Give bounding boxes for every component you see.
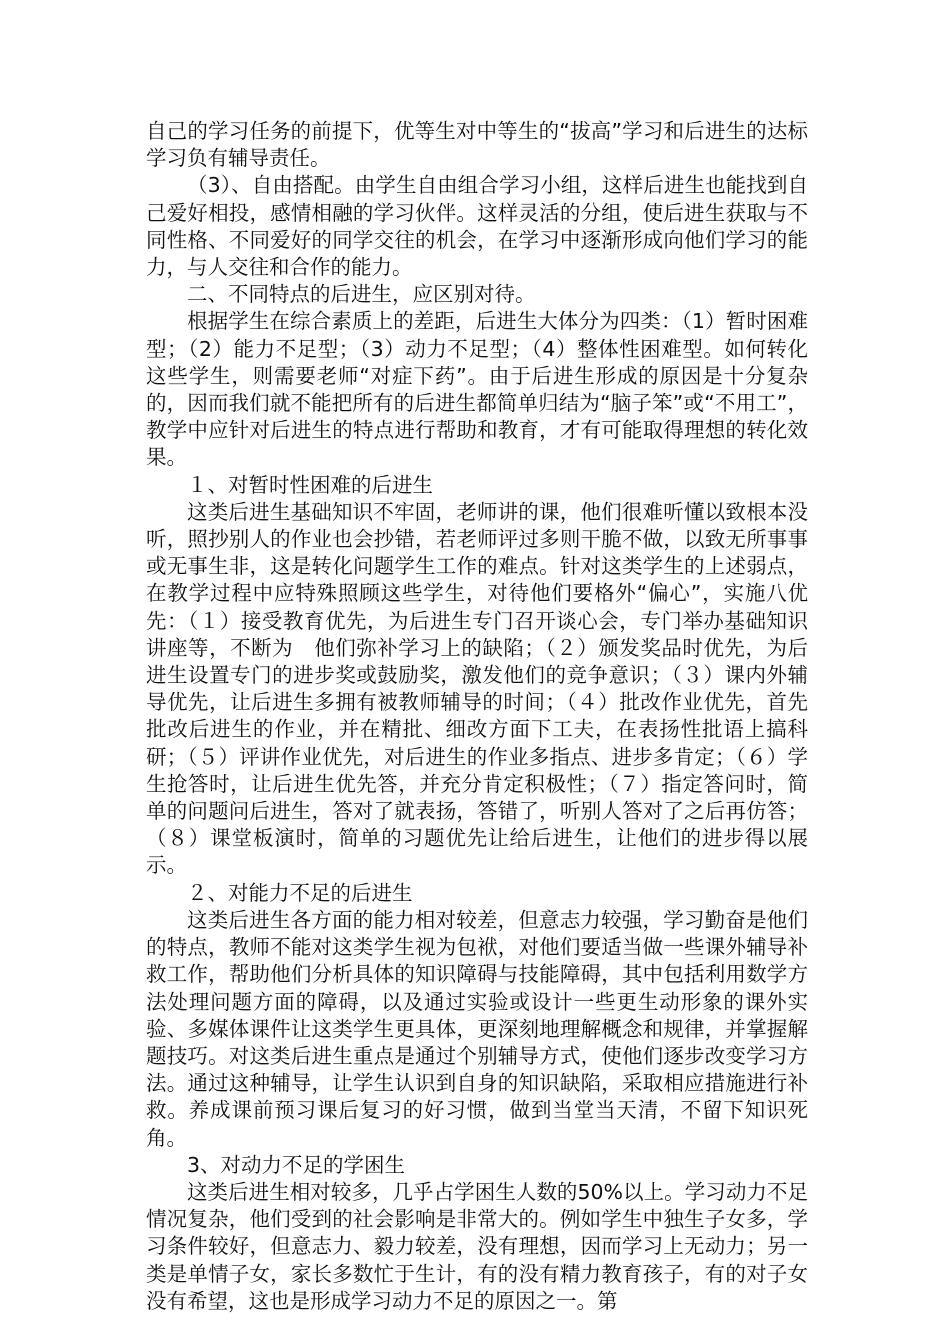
paragraph-eight-priorities: 这类后进生基础知识不牢固，老师讲的课，他们很难听懂以致根本没听，照抄别人的作业也会抄错，若老师评过多则干脆不做，以致无所事事或无事生非，这是转化问题学生工作的难点。针对这类学生的上述弱点，在教学过程中应特殊照顾这些学生，对待他们要格外“偏心”，实施八优先：（１）接受教育优先，为后进生专门召开谈心会，专门举办基础知识讲座等，不断为 他们弥补学习上的缺陷；（２）颁发奖品时优先，为后进生设置专门的进步奖或鼓励奖，激发他们的竞争意识；（３）课内外辅导优先，让后进生多拥有被教师辅导的时间；（４）批改作业优先，首先批改后进生的作业，并在精批、细改方面下工夫，在表扬性批语上搞科研；（５）评讲作业优先，对后进生的作业多指点、进步多肯定；（６）学生抢答时，让后进生优先答，并充分肯定积极性；（７）指定答问时，简单的问题问后进生，答对了就表扬，答错了，听别人答对了之后再仿答；（８）课堂板演时，简单的习题优先让给后进生，让他们的进步得以展示。 <box>146 499 808 878</box>
document-body <box>146 118 808 1315</box>
subheading-insufficient-ability: ２、对能力不足的后进生 <box>187 880 413 905</box>
paragraph-four-types: 根据学生在综合素质上的差距，后进生大体分为四类：（1）暂时困难型；（2）能力不足型；（3）动力不足型；（4）整体性困难型。如何转化这些学生，则需要老师“对症下药”。由于后进生形成的原因是十分复杂的，因而我们就不能把所有的后进生都简单归结为“脑子笨”或“不用工”，教学中应针对后进生的特点进行帮助和教育，才有可能取得理想的转化效果。 <box>146 309 808 470</box>
section-heading-2: 二、不同特点的后进生，应区别对待。 <box>187 282 536 307</box>
paragraph-ability-support: 这类后进生各方面的能力相对较差，但意志力较强，学习勤奋是他们的特点，教师不能对这类学生视为包袱，对他们要适当做一些课外辅导补救工作，帮助他们分析具体的知识障碍与技能障碍，其中包括利用数学方法处理问题方面的障碍，以及通过实验或设计一些更生动形象的课外实验、多媒体课件让这类学生更具体，更深刻地理解概念和规律，并掌握解题技巧。对这类后进生重点是通过个别辅导方式，使他们逐步改变学习方法。通过这种辅导，让学生认识到自身的知识缺陷，采取相应措施进行补救。养成课前预习课后复习的好习惯，做到当堂当天清，不留下知识死角。 <box>146 907 808 1150</box>
paragraph-free-grouping: （3）、自由搭配。由学生自由组合学习小组，这样后进生也能找到自己爱好相投，感情相融的学习伙伴。这样灵活的分组，使后进生获取与不同性格、不同爱好的同学交往的机会，在学习中逐渐形成向他们学习的能力，与人交往和合作的能力。 <box>146 173 808 280</box>
subheading-temporary-difficulty: １、对暂时性困难的后进生 <box>187 472 433 497</box>
paragraph-motivation: 这类后进生相对较多，几乎占学困生人数的50%以上。学习动力不足情况复杂，他们受到的社会影响是非常大的。例如学生中独生子女多，学习条件较好，但意志力、毅力较差，没有理想，因而学习上无动力；另一类是单情子女，家长多数忙于生计，有的没有精力教育孩子，有的对子女没有希望，这也是形成学习动力不足的原因之一。第 <box>146 1179 808 1313</box>
paragraph-continuation: 自己的学习任务的前提下，优等生对中等生的“拔高”学习和后进生的达标学习负有辅导责任。 <box>146 119 808 171</box>
subheading-insufficient-motivation: 3、对动力不足的学困生 <box>187 1152 406 1177</box>
